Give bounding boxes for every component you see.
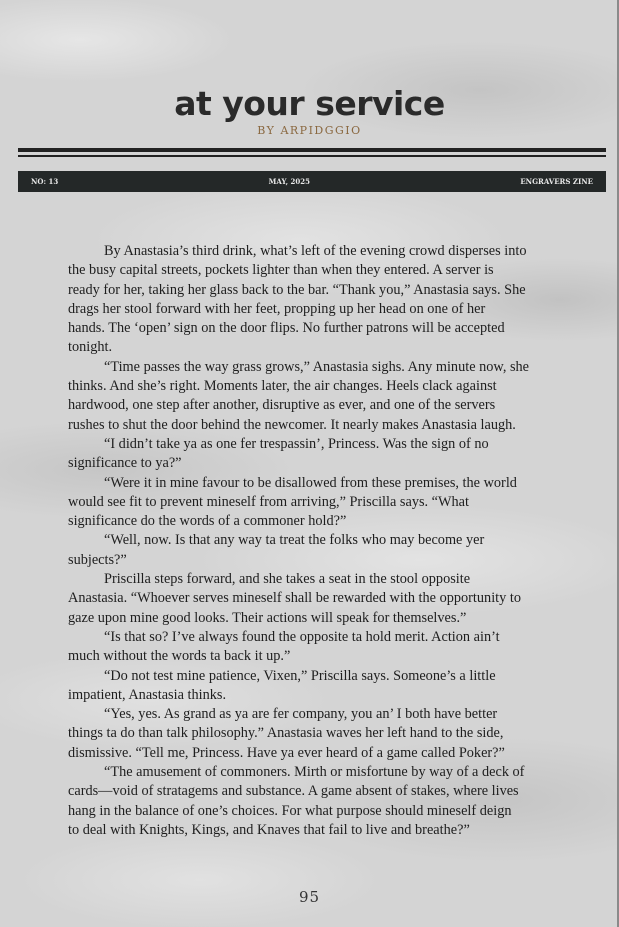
text-line: “Is that so? I’ve always found the opposite ta hold merit. Action ain’t: [104, 628, 500, 645]
text-line: cards—void of stratagems and substance. A game absent of stakes, where lives: [68, 783, 519, 800]
text-line: subjects?”: [68, 551, 127, 568]
text-line: significance to ya?”: [68, 455, 182, 472]
issue-number: NO: 13: [31, 177, 59, 186]
text-line: “Well, now. Is that any way ta treat the folks who may become yer: [104, 532, 485, 549]
text-line: much without the words ta back it up.”: [68, 648, 291, 665]
text-line: dismissive. “Tell me, Princess. Have ya ever heard of a game called Poker?”: [68, 744, 505, 761]
text-line: significance do the words of a commoner hold?”: [68, 513, 347, 530]
text-line: gaze upon mine good looks. Their actions will speak for themselves.”: [68, 609, 467, 626]
text-line: to deal with Knights, Kings, and Knaves that fail to live and breathe?”: [68, 821, 470, 838]
text-line: hands. The ‘open’ sign on the door flips. No further patrons will be accepted: [68, 320, 505, 337]
text-line: impatient, Anastasia thinks.: [68, 686, 227, 703]
text-line: the busy capital streets, pockets lighter than when they entered. A server is: [68, 262, 494, 279]
text-line: “The amusement of commoners. Mirth or misfortune by way of a deck of: [104, 764, 525, 781]
issue-date: MAY, 2025: [268, 177, 310, 186]
text-line: “Were it in mine favour to be disallowed from these premises, the world: [104, 474, 517, 491]
text-line: tonight.: [68, 339, 113, 356]
story-title: at your service: [174, 84, 445, 123]
text-line: hardwood, one step after another, disruptive as ever, and one of the servers: [68, 397, 496, 414]
header-rule-thin: [18, 155, 606, 157]
publisher-name: ENGRAVERS ZINE: [520, 177, 593, 186]
text-line: “Yes, yes. As grand as ya are fer company, you an’ I both have better: [104, 706, 498, 723]
text-line: drags her stool forward with her feet, propping up her head on one of her: [68, 300, 486, 317]
text-line: Priscilla steps forward, and she takes a seat in the stool opposite: [104, 571, 471, 588]
page-number: 95: [298, 888, 321, 906]
story-body: [68, 242, 573, 840]
text-line: “Do not test mine patience, Vixen,” Priscilla says. Someone’s a little: [104, 667, 496, 684]
text-line: ready for her, taking her glass back to the bar. “Thank you,” Anastasia says. She: [68, 281, 526, 298]
issue-band: [18, 171, 606, 192]
text-line: “Time passes the way grass grows,” Anastasia sighs. Any minute now, she: [104, 358, 530, 375]
text-line: things ta do than talk philosophy.” Anastasia waves her left hand to the side,: [68, 725, 504, 742]
text-line: Anastasia. “Whoever serves mineself shall be rewarded with the opportunity to: [68, 590, 521, 607]
text-line: thinks. And she’s right. Moments later, the air changes. Heels clack against: [68, 378, 497, 395]
text-line: rushes to shut the door behind the newcomer. It nearly makes Anastasia laugh.: [68, 416, 516, 433]
text-line: would see fit to prevent mineself from arriving,” Priscilla says. “What: [68, 493, 469, 510]
text-line: “I didn’t take ya as one fer trespassin’, Princess. Was the sign of no: [104, 435, 489, 452]
header-rule-thick: [18, 148, 606, 152]
author-byline: BY ARPIDGGIO: [257, 124, 362, 137]
text-line: By Anastasia’s third drink, what’s left of the evening crowd disperses into: [104, 243, 527, 259]
text-line: hang in the balance of one’s choices. For what purpose should mineself deign: [68, 802, 512, 819]
